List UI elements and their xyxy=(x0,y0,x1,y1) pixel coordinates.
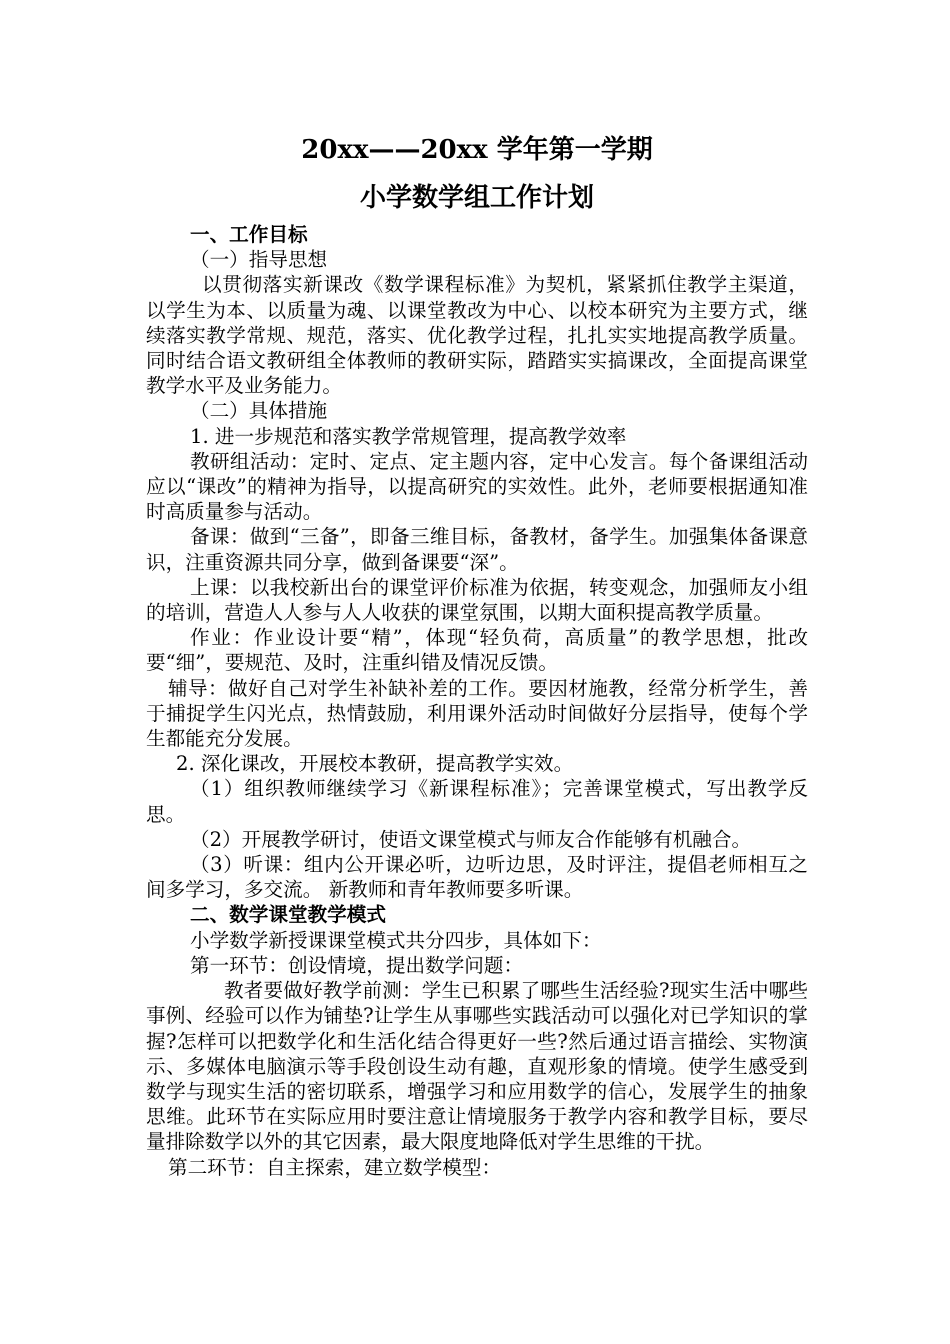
paragraph-homework: 作业：作业设计要“精”，体现“轻负荷，高质量”的教学思想，批改要“细”，要规范、及时，注重纠错及情况反馈。 xyxy=(146,626,808,675)
paragraph-lesson-prep: 备课：做到“三备”，即备三维目标，备教材，备学生。加强集体备课意识，注重资源共同分享，做到备课要“深”。 xyxy=(146,525,808,574)
section2-step2-heading: 第二环节：自主探索，建立数学模型： xyxy=(168,1155,502,1179)
document-title-line1: 20xx——20xx 学年第一学期 xyxy=(301,135,653,165)
section1-subheading-measures: （二）具体措施 xyxy=(190,399,328,423)
document-title-line2: 小学数学组工作计划 xyxy=(359,183,594,213)
paragraph-teaching: 上课：以我校新出台的课堂评价标准为依据，转变观念，加强师友小组的培训，营造人人参与人人收获的课堂氛围，以期大面积提高教学质量。 xyxy=(146,575,808,625)
paragraph-tutoring: 辅导：做好自己对学生补缺补差的工作。要因材施教，经常分析学生，善于捕捉学生闪光点，热情鼓励，利用课外活动时间做好分层指导，使每个学生都能充分发展。 xyxy=(146,676,808,751)
paragraph-teaching-research: 教研组活动：定时、定点、定主题内容，定中心发言。每个备课组活动应以“课改”的精神为指导，以提高研究的实效性。此外，老师要根据通知准时高质量参与活动。 xyxy=(146,449,808,524)
measure-item-2: 2. 深化课改，开展校本教研，提高教学实效。 xyxy=(176,752,574,776)
section2-step1-heading: 第一环节：创设情境，提出数学问题： xyxy=(190,953,524,977)
section1-subheading-guiding: （一）指导思想 xyxy=(190,248,328,272)
measure-subitem-1: （1）组织教师继续学习《新课程标准》；完善课堂模式，写出教学反思。 xyxy=(146,777,808,826)
paragraph-guiding-thought: 以贯彻落实新课改《数学课程标准》为契机，紧紧抓住教学主渠道，以学生为本、以质量为魂、以课堂教改为中心、以校本研究为主要方式，继续落实教学常规、规范，落实、优化教学过程，扎扎实实地提高教学质量。同时结合语文教研组全体教师的教研实际，踏踏实实搞课改，全面提高课堂教学水平及业务能力。 xyxy=(146,273,808,398)
section2-step1-paragraph: 教者要做好教学前测：学生已积累了哪些生活经验?现实生活中哪些事例、经验可以作为铺垫?让学生从事哪些实践活动可以强化对已学知识的掌握?怎样可以把数学化和生活化结合得更好一些?然后通过语言描绘、实物演示、多媒体电脑演示等手段创设生动有趣，直观形象的情境。使学生感受到数学与现实生活的密切联系，增强学习和应用数学的信心，发展学生的抽象思维。此环节在实际应用时要注意让情境服务于教学内容和教学目标，要尽量排除数学以外的其它因素，最大限度地降低对学生思维的干扰。 xyxy=(146,979,808,1154)
section2-intro: 小学数学新授课课堂模式共分四步，具体如下： xyxy=(190,928,602,952)
section1-heading: 一、工作目标 xyxy=(190,223,308,246)
measure-item-1: 1. 进一步规范和落实教学常规管理，提高教学效率 xyxy=(190,424,627,448)
measure-subitem-3: （3）听课：组内公开课必听，边听边思，及时评注，提倡老师相互之间多学习，多交流。 新教师和青年教师要多听课。 xyxy=(146,853,808,902)
measure-subitem-2: （2）开展教学研讨，使语文课堂模式与师友合作能够有机融合。 xyxy=(190,827,752,851)
document-body xyxy=(146,130,808,1180)
section2-heading: 二、数学课堂教学模式 xyxy=(190,903,386,927)
